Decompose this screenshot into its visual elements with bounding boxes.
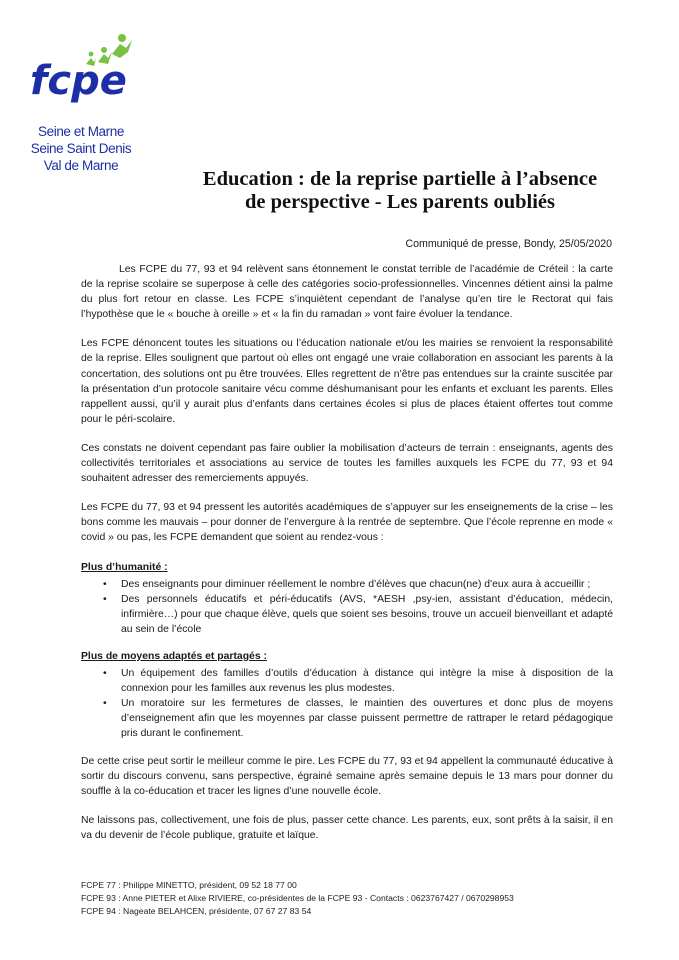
paragraph: Ces constats ne doivent cependant pas faire oublier la mobilisation d’acteurs de terrain : enseignants, agents des collectivités territoriales et associations au service de toutes les familles auxquels les FCPE du 77, 93 et 94 souhaitent adresser des remerciements appuyés.	[81, 442, 613, 485]
list-item	[81, 696, 613, 741]
list-item-text: Un équipement des familles d’outils d’éducation à distance qui intègre la mise à disposition de la connexion pour les familles aux revenus les plus modestes.	[121, 668, 613, 695]
bullet-icon: •	[103, 593, 107, 605]
paragraph: Ne laissons pas, collectivement, une fois de plus, passer cette chance. Les parents, eux, sont prêts à la saisir, il en va du devenir de l’école publique, gratuite et laïque.	[81, 814, 613, 841]
list-item	[81, 577, 613, 592]
list-item	[81, 592, 613, 637]
contact-line: FCPE 93 : Anne PIETER et Alixe RIVIERE, co-présidentes de la FCPE 93 - Contacts : 0623767427 / 0670298953	[81, 893, 514, 903]
contact-line: FCPE 77 : Philippe MINETTO, président, 09 52 18 77 00	[81, 880, 297, 890]
section-heading: Plus de moyens adaptés et partagés :	[81, 650, 267, 662]
paragraph: Les FCPE du 77, 93 et 94 pressent les autorités académiques de s’appuyer sur les enseignements de la crise – les bons comme les mauvais – pour donner de l’envergure à la rentrée de septembre. Que l’école reprenne en mode « covid » ou pas, les FCPE demandent que soient au rendez-vous :	[81, 502, 613, 544]
title-line: Education : de la reprise partielle à l’absence	[202, 168, 598, 190]
paragraph: De cette crise peut sortir le meilleur comme le pire. Les FCPE du 77, 93 et 94 appellent la communauté éducative à sortir du discours convenu, sans perspective, égrainé semaine après semaine depuis le 13 mars pour donner du souffle à la co-éducation et tracer les lignes d’une nouvelle école.	[81, 755, 613, 797]
fcpe-logo-graphic	[28, 28, 138, 118]
bullet-icon: •	[103, 698, 107, 710]
regions-block	[16, 123, 146, 174]
region-name: Seine Saint Denis	[30, 141, 132, 156]
bullet-list	[81, 577, 613, 637]
logo-wordmark: fcpe	[30, 58, 127, 104]
document-body	[81, 262, 613, 857]
section-heading: Plus d’humanité :	[81, 561, 168, 573]
list-item	[81, 666, 613, 696]
bullet-list	[81, 666, 613, 741]
bullet-icon: •	[103, 668, 107, 680]
bullet-icon: •	[103, 578, 107, 590]
press-release-dateline: Communiqué de presse, Bondy, 25/05/2020	[405, 238, 612, 250]
fcpe-logo	[28, 28, 138, 118]
document-title	[150, 168, 650, 214]
region-name: Seine et Marne	[38, 124, 124, 139]
contact-footer	[81, 879, 514, 918]
contact-line: FCPE 94 : Nageate BELAHCEN, présidente, 07 67 27 83 54	[81, 906, 312, 916]
region-name: Val de Marne	[43, 158, 119, 173]
paragraph: Les FCPE dénoncent toutes les situations ou l’éducation nationale et/ou les mairies se renvoient la responsabilité de la reprise. Elles soulignent que partout où elles ont engagé une vraie collaboration en associant les parents à la concertation, des solutions ont pu être trouvées. Elles regrettent de n’être pas entendues sur la crainte suscitée par la présentation d’un protocole sanitaire vécu comme déshumanisant pour les enfants et excluant les parents. Elles rappellent aussi, qu’il y aurait plus d’enfants dans certaines écoles si plus de places étaient offertes tout comme pour le péri-scolaire.	[81, 338, 613, 425]
list-item-text: Un moratoire sur les fermetures de classes, le maintien des ouvertures et donc plus de moyens d’enseignement afin que les moyennes par classe puissent permettre de rattraper le retard pédagogique pris durant le confinement.	[121, 698, 613, 740]
list-item-text: Des enseignants pour diminuer réellement le nombre d’élèves que chacun(ne) d'eux aura à accueillir ;	[121, 578, 591, 590]
paragraph: Les FCPE du 77, 93 et 94 relèvent sans étonnement le constat terrible de l’académie de Créteil : la carte de la reprise scolaire se superpose à celle des catégories socio-professionnelles. Vincennes détient ainsi la palme du plus fort retour en classe. Les FCPE s’inquiètent cependant de l’analyse qu’en tire le Rectorat qui fais l’hypothèse que le « bouche à oreille » et « la fin du ramadan » vont faire évoluer la tendance.	[81, 264, 613, 321]
list-item-text: Des personnels éducatifs et péri-éducatifs (AVS, *AESH ,psy-ien, assistant d’éducation, médecin, infirmière…) pour que chaque élève, quels que soient ses besoins, trouve un accueil bienveillant et adapté au sein de l’école	[121, 593, 613, 635]
title-line: de perspective - Les parents oubliés	[245, 191, 555, 213]
